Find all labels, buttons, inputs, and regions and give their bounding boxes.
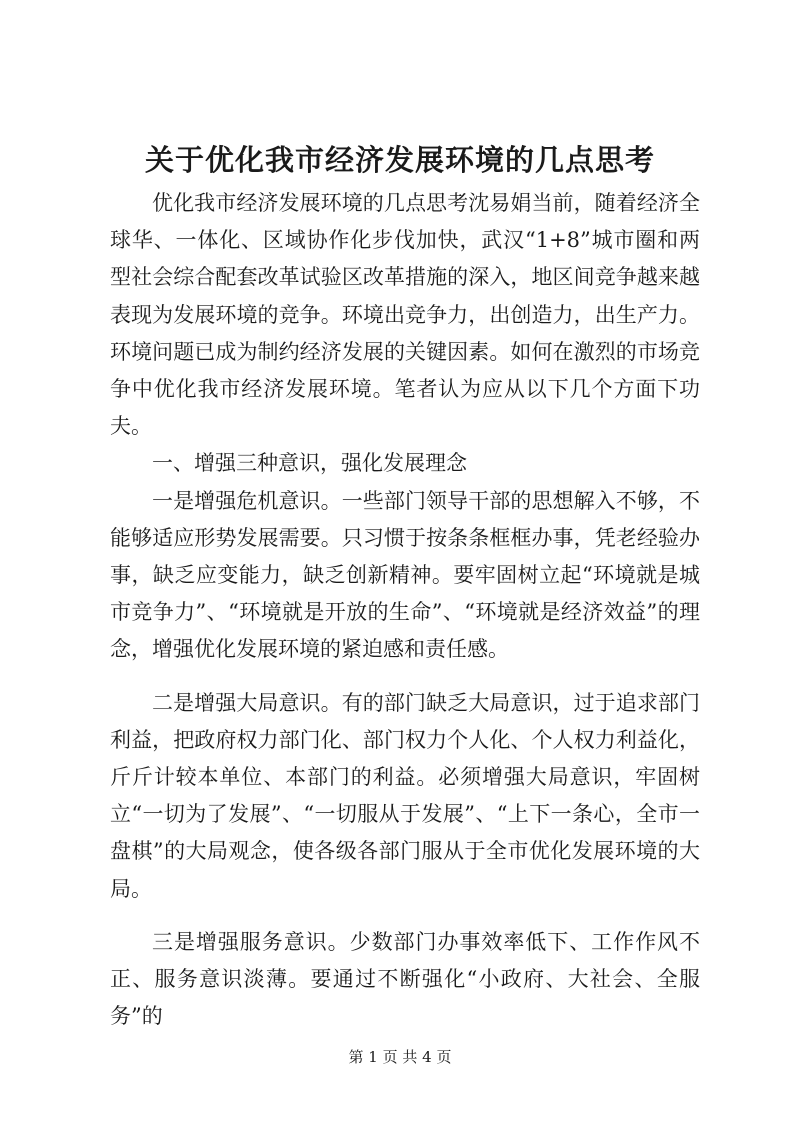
paragraph-crisis-awareness: 一是增强危机意识。一些部门领导干部的思想解入不够，不能够适应形势发展需要。只习惯于按条条框框办事，凭老经验办事，缺乏应变能力，缺乏创新精神。要牢固树立起“环境就是城市竞争力”、“环境就是开放的生命”、“环境就是经济效益”的理念，增强优化发展环境的紧迫感和责任感。 [110,488,700,662]
section-heading: 一、增强三种意识，强化发展理念 [152,451,467,476]
paragraph-overall-awareness: 二是增强大局意识。有的部门缺乏大局意识，过于追求部门利益，把政府权力部门化、部门权力个人化、个人权力利益化，斤斤计较本单位、本部门的利益。必须增强大局意识，牢固树立“一切为了发展”、“一切服从于发展”、“上下一条心，全市一盘棋”的大局观念，使各级各部门服从于全市优化发展环境的大局。 [110,690,700,901]
document-body [110,185,700,1035]
paragraph-service-awareness: 三是增强服务意识。少数部门办事效率低下、工作作风不正、服务意识淡薄。要通过不断强化“小政府、大社会、全服务”的 [110,929,700,1029]
document-title: 关于优化我市经济发展环境的几点思考 [144,143,655,177]
paragraph-intro: 优化我市经济发展环境的几点思考沈易娟当前，随着经济全球华、一体化、区域协作化步伐加快，武汉“1+8”城市圈和两型社会综合配套改革试验区改革措施的深入，地区间竞争越来越表现为发展环境的竞争。环境出竞争力，出创造力，出生产力。环境问题已成为制约经济发展的关键因素。如何在激烈的市场竞争中优化我市经济发展环境。笔者认为应从以下几个方面下功夫。 [110,191,700,439]
page-footer: 第 1 页 共 4 页 [348,1048,452,1066]
